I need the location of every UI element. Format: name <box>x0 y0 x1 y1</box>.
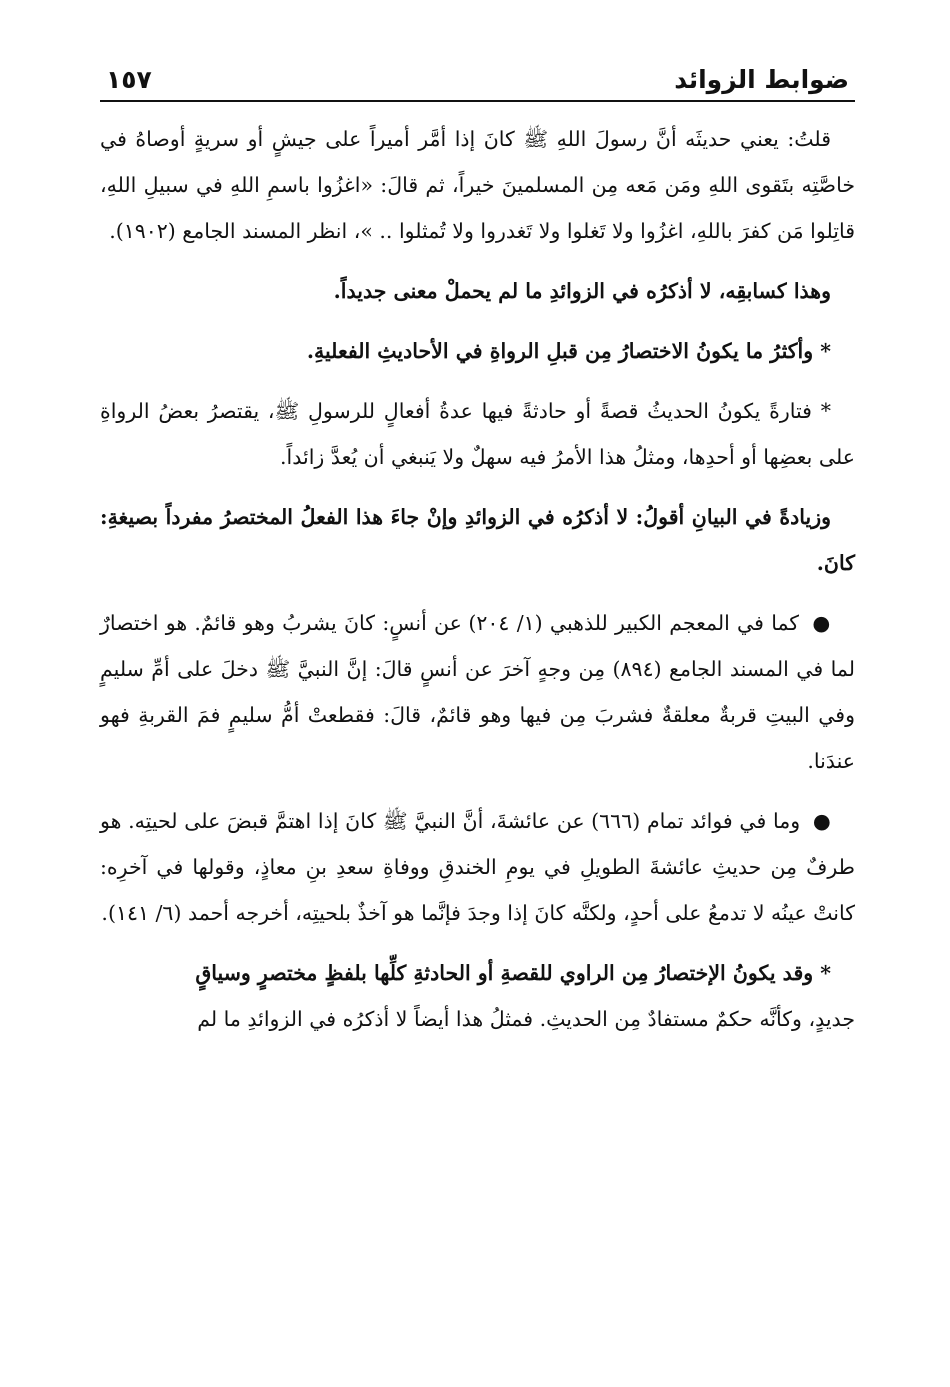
paragraph-hadith-commentary <box>100 116 855 254</box>
page-body <box>100 116 855 1042</box>
paragraph-narrator-abridgement <box>100 950 855 996</box>
bullet-icon: ● <box>812 611 831 635</box>
paragraph-text: وما في فوائد تمام (٦٦٦) عن عائشةَ، أنَّ النبيَّ ﷺ كانَ إذا اهتمَّ قبضَ على لحيتِه. هو طرفٌ مِن حديثِ عائشةَ الطويلِ في يومِ الخندقِ ووفاةِ سعدِ بنِ معاذٍ، وقولها في آخرِه: كانتْ عينُه لا تدمعُ على أحدٍ، ولكنَّه كانَ إذا وجدَ فإنَّما هو آخذٌ بلحيتِه، أخرجه أحمد (٦/ ١٤١). <box>100 809 855 925</box>
paragraph-text: وزيادةً في البيانِ أقولُ: لا أذكرُه في الزوائدِ وإنْ جاءَ هذا الفعلُ المختصرُ مفرداً بصيغةِ: كانَ. <box>100 505 855 575</box>
running-title: ضوابط الزوائد <box>674 65 849 94</box>
page-number: ١٥٧ <box>106 65 152 94</box>
book-page <box>100 48 855 1056</box>
paragraph-text: * وقد يكونُ الإختصارُ مِن الراوي للقصةِ أو الحادثةِ كلِّها بلفظٍ مختصرٍ وسياقٍ <box>195 961 831 985</box>
paragraph-story-abridgement <box>100 388 855 480</box>
paragraph-text: وهذا كسابقِه، لا أذكرُه في الزوائدِ ما لم يحملْ معنى جديداً. <box>333 279 831 303</box>
paragraph-text: قلتُ: يعني حديثَه أنَّ رسولَ اللهِ ﷺ كانَ إذا أمَّر أميراً على جيشٍ أو سريةٍ أوصاهُ في خاصَّتِه بتَقوى اللهِ ومَن مَعه مِن المسلمينَ خيراً، ثم قالَ: «اغزُوا باسمِ اللهِ في سبيلِ اللهِ، قاتِلوا مَن كفرَ باللهِ، اغزُوا ولا تَغلوا ولا تَغدروا ولا تُمثلوا .. »، انظر المسند الجامع (١٩٠٢). <box>100 127 855 243</box>
paragraph-text: جديدٍ، وكأنَّه حكمٌ مستفادٌ مِن الحديثِ. فمثلُ هذا أيضاً لا أذكرُه في الزوائدِ ما لم <box>197 1007 855 1031</box>
paragraph-further-clarification <box>100 494 855 586</box>
paragraph-rule-like-previous <box>100 268 855 314</box>
paragraph-continuation <box>100 996 855 1042</box>
header-divider <box>100 100 855 102</box>
paragraph-example-anas <box>100 600 855 784</box>
paragraph-text: * وأكثرُ ما يكونُ الاختصارُ مِن قبلِ الرواةِ في الأحاديثِ الفعليةِ. <box>306 339 831 363</box>
paragraph-text: * فتارةً يكونُ الحديثُ قصةً أو حادثةً فيها عدةُ أفعالٍ للرسولِ ﷺ، يقتصرُ بعضُ الرواةِ على بعضِها أو أحدِها، ومثلُ هذا الأمرُ فيه سهلٌ ولا يَنبغي أن يُعدَّ زائداً. <box>100 399 855 469</box>
paragraph-text: كما في المعجم الكبير للذهبي (١/ ٢٠٤) عن أنسٍ: كانَ يشربُ وهو قائمٌ. هو اختصارٌ لما في المسند الجامع (٨٩٤) مِن وجهٍ آخرَ عن أنسٍ قالَ: إنَّ النبيَّ ﷺ دخلَ على أمِّ سليمٍ وفي البيتِ قربةٌ معلقةٌ فشربَ مِن فيها وهو قائمٌ، قالَ: فقطعتْ أمُّ سليمٍ فمَ القربةِ فهو عندَنا. <box>100 611 855 773</box>
paragraph-abridgement-heading <box>100 328 855 374</box>
bullet-icon: ● <box>812 809 831 833</box>
page-header <box>100 48 855 94</box>
paragraph-example-aisha <box>100 798 855 936</box>
